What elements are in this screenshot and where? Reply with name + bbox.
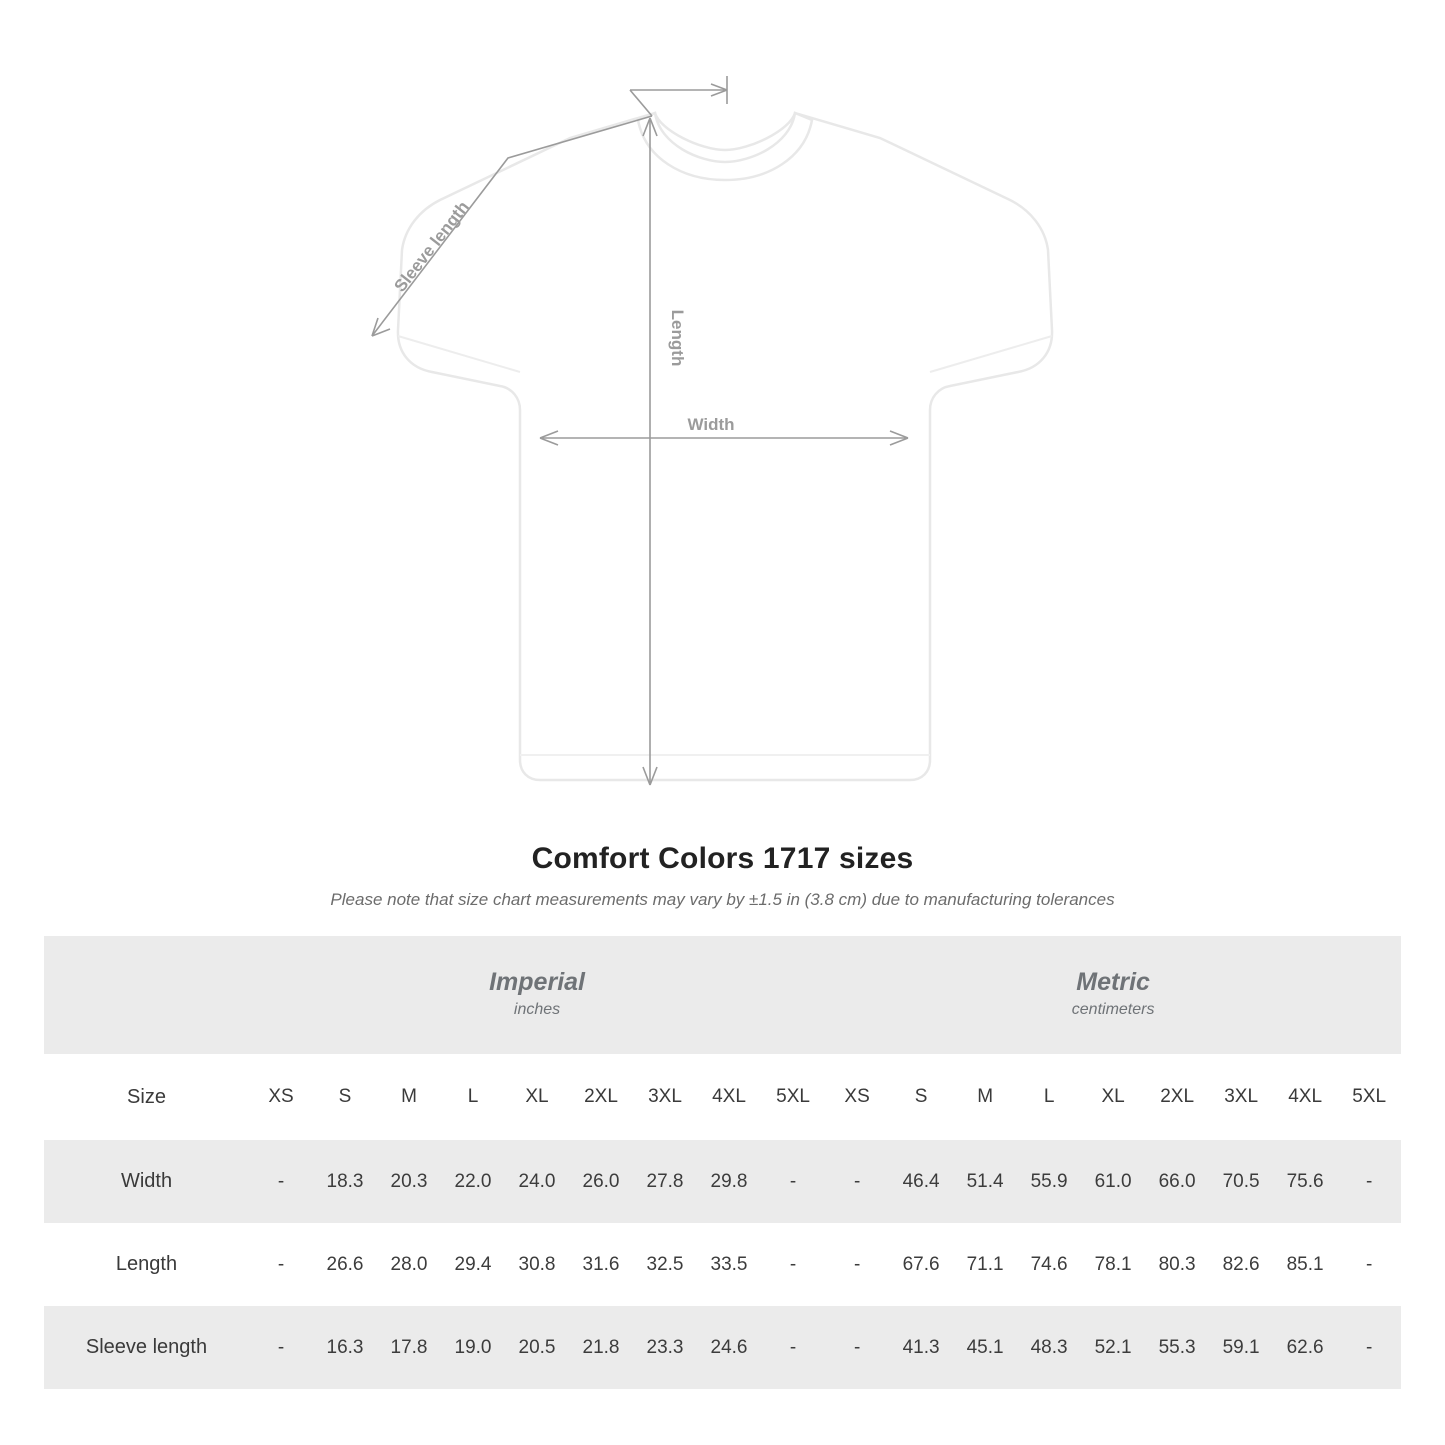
table-cell-metric: - [1337, 1306, 1401, 1389]
table-cell-metric: 55.9 [1017, 1140, 1081, 1223]
table-cell-imperial: 29.4 [441, 1223, 505, 1306]
table-header-size-imperial-2xl: 2XL [569, 1054, 633, 1140]
table-cell-imperial: - [761, 1306, 825, 1389]
table-cell-metric: - [825, 1223, 889, 1306]
table-cell-metric: - [825, 1140, 889, 1223]
table-cell-metric: 46.4 [889, 1140, 953, 1223]
table-cell-imperial: 17.8 [377, 1306, 441, 1389]
table-header-size-metric-s: S [889, 1054, 953, 1140]
table-header-size-metric-xs: XS [825, 1054, 889, 1140]
unit-metric-name: Metric [1076, 967, 1150, 996]
table-cell-metric: 74.6 [1017, 1223, 1081, 1306]
table-header-size-metric-5xl: 5XL [1337, 1054, 1401, 1140]
table-cell-imperial: 33.5 [697, 1223, 761, 1306]
unit-metric [825, 936, 1401, 1054]
table-cell-imperial: - [249, 1140, 313, 1223]
table-row [44, 1140, 1401, 1223]
page-title: Comfort Colors 1717 sizes [531, 842, 914, 875]
table-header-size-imperial-m: M [377, 1054, 441, 1140]
table-cell-metric: 59.1 [1209, 1306, 1273, 1389]
label-length: Length [668, 309, 687, 367]
table-cell-metric: 55.3 [1145, 1306, 1209, 1389]
label-sleeve-length: Sleeve length [390, 197, 473, 296]
table-cell-imperial: 32.5 [633, 1223, 697, 1306]
table-cell-metric: - [1337, 1223, 1401, 1306]
table-cell-imperial: 16.3 [313, 1306, 377, 1389]
table-cell-imperial: - [761, 1140, 825, 1223]
table-cell-imperial: 27.8 [633, 1140, 697, 1223]
table-cell-metric: 52.1 [1081, 1306, 1145, 1389]
table-cell-metric: 75.6 [1273, 1140, 1337, 1223]
table-cell-metric: 85.1 [1273, 1223, 1337, 1306]
table-cell-imperial: 24.6 [697, 1306, 761, 1389]
table-cell-imperial: 26.0 [569, 1140, 633, 1223]
table-cell-metric: - [1337, 1140, 1401, 1223]
table-header-size-metric-m: M [953, 1054, 1017, 1140]
table-cell-metric: 80.3 [1145, 1223, 1209, 1306]
table-header-size-metric-4xl: 4XL [1273, 1054, 1337, 1140]
table-row-label: Sleeve length [44, 1306, 249, 1389]
table-cell-metric: 66.0 [1145, 1140, 1209, 1223]
table-header-size-imperial-3xl: 3XL [633, 1054, 697, 1140]
table-cell-imperial: 18.3 [313, 1140, 377, 1223]
table-cell-metric: - [825, 1306, 889, 1389]
table-cell-imperial: 22.0 [441, 1140, 505, 1223]
size-table [44, 936, 1401, 1389]
table-header-size-imperial-xs: XS [249, 1054, 313, 1140]
table-header-size-metric-xl: XL [1081, 1054, 1145, 1140]
table-cell-metric: 41.3 [889, 1306, 953, 1389]
table-header-size-imperial-xl: XL [505, 1054, 569, 1140]
table-cell-metric: 71.1 [953, 1223, 1017, 1306]
table-cell-imperial: 29.8 [697, 1140, 761, 1223]
table-cell-metric: 82.6 [1209, 1223, 1273, 1306]
table-header-size-imperial-5xl: 5XL [761, 1054, 825, 1140]
table-header-row [44, 1054, 1401, 1140]
table-cell-metric: 67.6 [889, 1223, 953, 1306]
unit-imperial-sub: inches [513, 1000, 561, 1018]
unit-band-spacer [44, 936, 249, 1054]
table-cell-imperial: 20.5 [505, 1306, 569, 1389]
table-cell-metric: 51.4 [953, 1140, 1017, 1223]
table-cell-imperial: - [249, 1223, 313, 1306]
table-cell-imperial: 30.8 [505, 1223, 569, 1306]
table-header-size-label: Size [44, 1054, 249, 1140]
unit-imperial-name: Imperial [489, 967, 585, 996]
table-cell-imperial: 26.6 [313, 1223, 377, 1306]
table-cell-imperial: 24.0 [505, 1140, 569, 1223]
table-cell-imperial: - [249, 1306, 313, 1389]
table-cell-imperial: 23.3 [633, 1306, 697, 1389]
table-header-size-metric-3xl: 3XL [1209, 1054, 1273, 1140]
measurement-tolerance-note: Please note that size chart measurements may vary by ±1.5 in (3.8 cm) due to manufacturing tolerances [330, 890, 1115, 909]
table-cell-metric: 61.0 [1081, 1140, 1145, 1223]
table-cell-imperial: 28.0 [377, 1223, 441, 1306]
table-header-size-imperial-l: L [441, 1054, 505, 1140]
table-cell-metric: 48.3 [1017, 1306, 1081, 1389]
table-cell-metric: 62.6 [1273, 1306, 1337, 1389]
table-cell-metric: 78.1 [1081, 1223, 1145, 1306]
table-cell-imperial: 21.8 [569, 1306, 633, 1389]
table-row-label: Width [44, 1140, 249, 1223]
table-row [44, 1223, 1401, 1306]
table-cell-imperial: - [761, 1223, 825, 1306]
unit-band-row [44, 936, 1401, 1054]
size-table-wrapper [44, 936, 1401, 1389]
table-row-label: Length [44, 1223, 249, 1306]
table-cell-metric: 70.5 [1209, 1140, 1273, 1223]
table-header-size-metric-2xl: 2XL [1145, 1054, 1209, 1140]
table-cell-imperial: 31.6 [569, 1223, 633, 1306]
table-cell-metric: 45.1 [953, 1306, 1017, 1389]
label-width: Width [687, 415, 735, 434]
unit-imperial [249, 936, 825, 1054]
table-header-size-imperial-4xl: 4XL [697, 1054, 761, 1140]
table-header-size-metric-l: L [1017, 1054, 1081, 1140]
table-header-size-imperial-s: S [313, 1054, 377, 1140]
tshirt-shape [398, 113, 1052, 780]
table-cell-imperial: 19.0 [441, 1306, 505, 1389]
unit-metric-sub: centimeters [1071, 1000, 1155, 1018]
table-cell-imperial: 20.3 [377, 1140, 441, 1223]
table-row [44, 1306, 1401, 1389]
